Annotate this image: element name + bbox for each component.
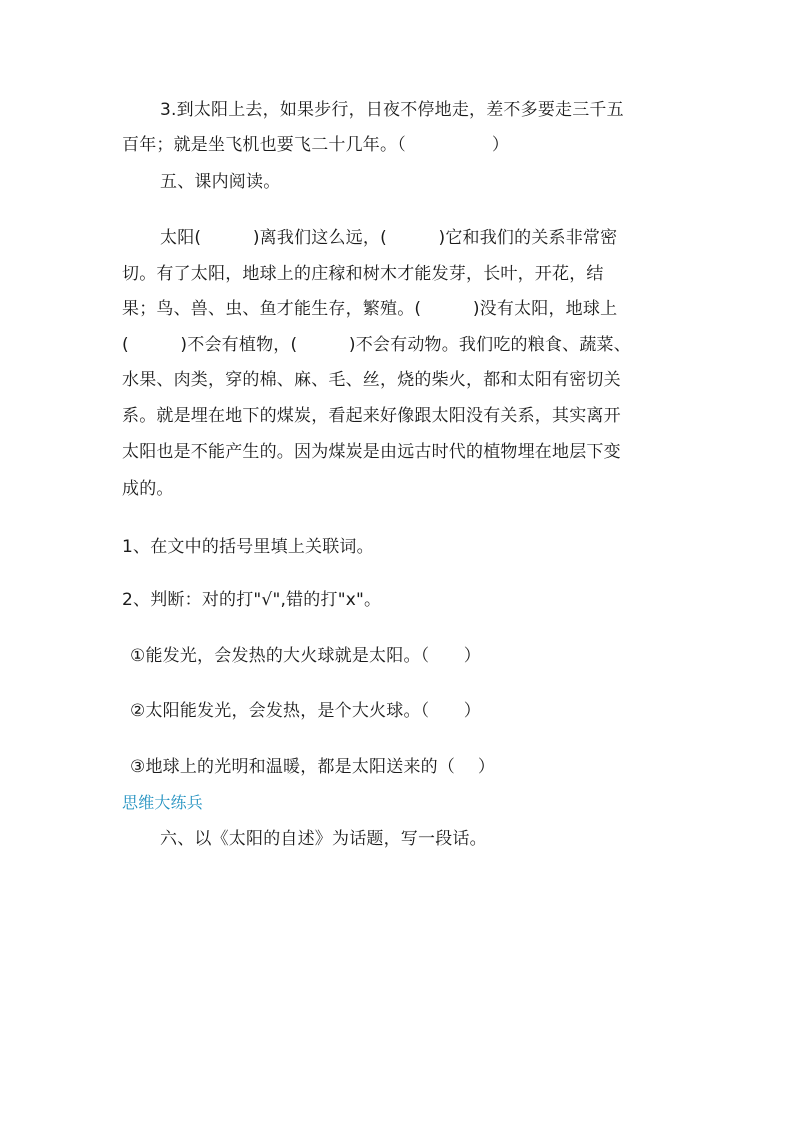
- judgment-1: ①能发光，会发热的大火球就是太阳。（ ）: [130, 646, 481, 666]
- section-label: 思维大练兵: [122, 793, 204, 812]
- passage-line-4: ( )不会有植物，( )不会有动物。我们吃的粮食、蔬菜、: [122, 335, 631, 355]
- passage-line-7: 太阳也是不能产生的。因为煤炭是由远古时代的植物埋在地层下变: [122, 442, 621, 462]
- task-2: 2、判断：对的打"√",错的打"x"。: [122, 590, 382, 610]
- question-3-line-1: 3.到太阳上去，如果步行，日夜不停地走，差不多要走三千五: [160, 100, 624, 120]
- passage-line-2: 切。有了太阳，地球上的庄稼和树木才能发芽，长叶，开花，结: [122, 264, 604, 284]
- task-1: 1、在文中的括号里填上关联词。: [122, 537, 374, 557]
- passage-line-6: 系。就是埋在地下的煤炭，看起来好像跟太阳没有关系，其实离开: [122, 406, 621, 426]
- passage-line-1: 太阳( )离我们这么远，( )它和我们的关系非常密: [160, 228, 618, 248]
- passage-line-3: 果；鸟、兽、虫、鱼才能生存，繁殖。( )没有太阳，地球上: [122, 299, 618, 319]
- section-5-heading: 五、课内阅读。: [160, 172, 281, 192]
- section-6-heading: 六、以《太阳的自述》为话题，写一段话。: [160, 829, 487, 849]
- judgment-2: ②太阳能发光，会发热，是个大火球。（ ）: [130, 701, 481, 721]
- question-3-line-2: 百年；就是坐飞机也要飞二十几年。（ ）: [122, 135, 510, 155]
- passage-line-5: 水果、肉类，穿的棉、麻、毛、丝，烧的柴火，都和太阳有密切关: [122, 370, 621, 390]
- passage-line-8: 成的。: [122, 479, 174, 499]
- judgment-3: ③地球上的光明和温暖，都是太阳送来的（ ）: [130, 757, 496, 777]
